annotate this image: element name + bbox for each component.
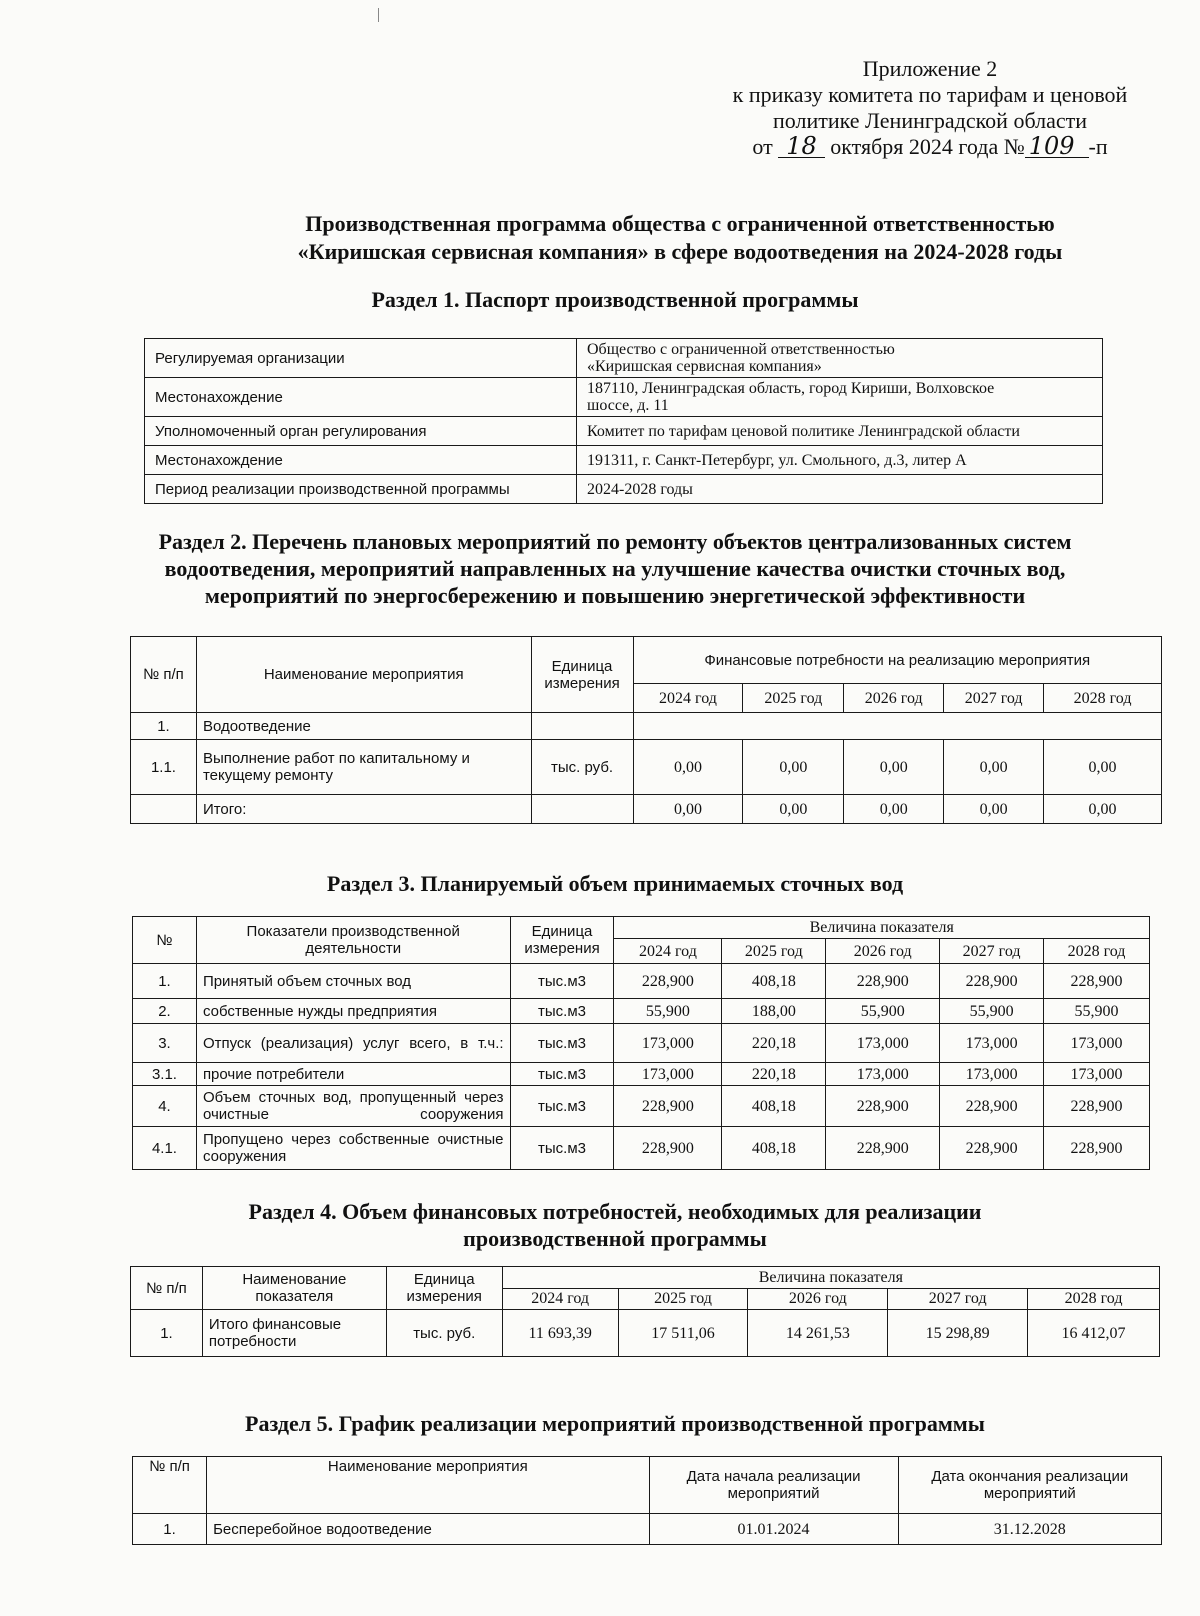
- table-row: [131, 740, 1162, 795]
- value-cell: 173,000: [940, 1024, 1044, 1063]
- value-cell: 17 511,06: [618, 1310, 748, 1357]
- value-cell: 173,000: [940, 1063, 1044, 1086]
- year-header: 2025 год: [722, 939, 826, 964]
- table-header-row: [133, 1457, 1162, 1514]
- total-row: [131, 795, 1162, 824]
- section2-heading-line: водоотведения, мероприятий направленных на улучшение качества очистки сточных вод,: [164, 556, 1066, 581]
- passport-label: Период реализации производственной программы: [145, 475, 577, 504]
- section3-heading: Раздел 3. Планируемый объем принимаемых сточных вод: [326, 871, 904, 896]
- annex-line1: Приложение 2: [862, 56, 998, 81]
- row-num: 3.1.: [133, 1063, 197, 1086]
- measures-table: [130, 636, 1162, 824]
- table-row: [133, 999, 1150, 1024]
- col-name: Наименование показателя: [202, 1267, 386, 1310]
- col-unit: Единица измерения: [386, 1267, 502, 1310]
- col-value: Величина показателя: [614, 917, 1150, 939]
- value-cell: 228,900: [1044, 1086, 1150, 1127]
- value-cell: 228,900: [940, 1086, 1044, 1127]
- passport-value: Комитет по тарифам ценовой политике Ленинградской области: [577, 417, 1103, 446]
- year-header: 2027 год: [944, 684, 1044, 713]
- table-row: [133, 1024, 1150, 1063]
- value-cell: 173,000: [826, 1024, 940, 1063]
- col-end: Дата окончания реализации мероприятий: [898, 1457, 1161, 1514]
- value-cell: 173,000: [1044, 1063, 1150, 1086]
- row-name: прочие потребители: [196, 1063, 510, 1086]
- passport-value: [577, 378, 1103, 417]
- passport-value-line: Общество с ограниченной ответственностью: [587, 341, 895, 358]
- passport-value-line: «Киришская сервисная компания»: [587, 358, 822, 375]
- col-name: Наименование мероприятия: [207, 1457, 649, 1514]
- passport-row: [145, 446, 1103, 475]
- col-unit: Единица измерения: [510, 917, 614, 964]
- table-row: [133, 964, 1150, 999]
- empty-cell: [131, 795, 197, 824]
- col-num: № п/п: [131, 1267, 203, 1310]
- passport-row: [145, 417, 1103, 446]
- row-name: собственные нужды предприятия: [196, 999, 510, 1024]
- section1-heading: Раздел 1. Паспорт производственной программы: [371, 287, 859, 312]
- row-name: Отпуск (реализация) услуг всего, в т.ч.:: [196, 1024, 510, 1063]
- row-unit: тыс. руб.: [531, 740, 633, 795]
- passport-row: [145, 339, 1103, 378]
- passport-label: Регулируемая организации: [145, 339, 577, 378]
- value-cell: 228,900: [614, 1127, 722, 1170]
- passport-row: [145, 475, 1103, 504]
- title-line2: «Киришская сервисная компания» в сфере водоотведения на 2024-2028 годы: [297, 239, 1063, 264]
- value-cell: 228,900: [940, 964, 1044, 999]
- total-value: 0,00: [743, 795, 844, 824]
- value-cell: 220,18: [722, 1024, 826, 1063]
- row-name: Бесперебойное водоотведение: [207, 1514, 649, 1545]
- annex-line2: к приказу комитета по тарифам и ценовой: [732, 82, 1128, 107]
- section4-heading-line: Раздел 4. Объем финансовых потребностей, необходимых для реализации: [248, 1199, 982, 1224]
- value-cell: 173,000: [826, 1063, 940, 1086]
- row-num: 1.: [133, 964, 197, 999]
- row-num: 1.: [131, 713, 197, 740]
- row-name: Выполнение работ по капитальному и текущему ремонту: [196, 740, 531, 795]
- year-header: 2028 год: [1044, 684, 1162, 713]
- annex-line3: политике Ленинградской области: [772, 108, 1087, 133]
- section2-heading: [60, 528, 1170, 609]
- row-unit: тыс.м3: [510, 964, 614, 999]
- row-num: 2.: [133, 999, 197, 1024]
- value-cell: 408,18: [722, 1086, 826, 1127]
- row-unit: тыс.м3: [510, 1127, 614, 1170]
- total-value: 0,00: [1044, 795, 1162, 824]
- value-cell: 173,000: [614, 1063, 722, 1086]
- value-cell: 228,900: [940, 1127, 1044, 1170]
- empty-cell: [633, 713, 1161, 740]
- col-num: №: [133, 917, 197, 964]
- row-unit: тыс.м3: [510, 1024, 614, 1063]
- value-cell: 228,900: [826, 1127, 940, 1170]
- value-cell: 228,900: [1044, 1127, 1150, 1170]
- annex-day-handwritten: 18: [778, 135, 825, 158]
- col-num: № п/п: [131, 637, 197, 713]
- year-header: 2025 год: [618, 1288, 748, 1310]
- col-unit: Единица измерения: [531, 637, 633, 713]
- value-cell: 408,18: [722, 1127, 826, 1170]
- value-cell: 228,900: [1044, 964, 1150, 999]
- annex-suffix: -п: [1088, 134, 1108, 159]
- table-row: [133, 1063, 1150, 1086]
- empty-cell: [531, 795, 633, 824]
- row-unit: тыс. руб.: [386, 1310, 502, 1357]
- row-unit: тыс.м3: [510, 1086, 614, 1127]
- row-name: Пропущено через собственные очистные сооружения: [196, 1127, 510, 1170]
- table-row: [131, 1310, 1160, 1357]
- section4-heading: [60, 1198, 1170, 1252]
- annex-date-prefix: от: [752, 134, 773, 159]
- row-num: 1.: [133, 1514, 207, 1545]
- col-name: Наименование мероприятия: [196, 637, 531, 713]
- year-header: 2024 год: [502, 1288, 618, 1310]
- total-value: 0,00: [633, 795, 743, 824]
- annex-date-mid: октября 2024 года №: [830, 134, 1025, 159]
- year-header: 2024 год: [633, 684, 743, 713]
- schedule-table: [132, 1456, 1162, 1545]
- year-header: 2028 год: [1044, 939, 1150, 964]
- total-value: 0,00: [844, 795, 944, 824]
- row-unit: тыс.м3: [510, 999, 614, 1024]
- col-fin: Финансовые потребности на реализацию мероприятия: [633, 637, 1161, 684]
- table-row: [133, 1127, 1150, 1170]
- section4-heading-line: производственной программы: [463, 1226, 767, 1251]
- value-cell: 188,00: [722, 999, 826, 1024]
- value-cell: 173,000: [1044, 1024, 1150, 1063]
- value-cell: 14 261,53: [748, 1310, 888, 1357]
- table-row: [131, 713, 1162, 740]
- passport-label: Местонахождение: [145, 378, 577, 417]
- value-cell: 55,900: [1044, 999, 1150, 1024]
- document-title: [220, 210, 1140, 266]
- table-row: [133, 1086, 1150, 1127]
- table-header-row: [131, 637, 1162, 684]
- year-header: 2026 год: [748, 1288, 888, 1310]
- row-num: 4.: [133, 1086, 197, 1127]
- value-cell: 228,900: [826, 964, 940, 999]
- row-name: Объем сточных вод, пропущенный через очистные сооружения: [196, 1086, 510, 1127]
- passport-value: [577, 339, 1103, 378]
- col-name: Показатели производственной деятельности: [196, 917, 510, 964]
- value-cell: 228,900: [614, 1086, 722, 1127]
- value-cell: 0,00: [633, 740, 743, 795]
- annex-number-handwritten: 109: [1025, 135, 1089, 158]
- section2-heading-line: Раздел 2. Перечень плановых мероприятий по ремонту объектов централизованных систем: [158, 529, 1072, 554]
- title-line1: Производственная программа общества с ограниченной ответственностью: [305, 211, 1055, 236]
- year-header: 2025 год: [743, 684, 844, 713]
- value-cell: 16 412,07: [1028, 1310, 1160, 1357]
- passport-row: [145, 378, 1103, 417]
- value-cell: 0,00: [944, 740, 1044, 795]
- annex-header: [690, 56, 1170, 160]
- scan-mark: [378, 8, 379, 22]
- row-num: 1.: [131, 1310, 203, 1357]
- end-date: 31.12.2028: [898, 1514, 1161, 1545]
- value-cell: 0,00: [844, 740, 944, 795]
- table-header-row: [131, 1267, 1160, 1289]
- row-name: Принятый объем сточных вод: [196, 964, 510, 999]
- value-cell: 228,900: [614, 964, 722, 999]
- value-cell: 15 298,89: [888, 1310, 1028, 1357]
- value-cell: 228,900: [826, 1086, 940, 1127]
- passport-value-line: 187110, Ленинградская область, город Кириши, Волховское: [587, 380, 995, 397]
- value-cell: 0,00: [1044, 740, 1162, 795]
- row-unit: тыс.м3: [510, 1063, 614, 1086]
- col-num: № п/п: [133, 1457, 207, 1514]
- volume-table: [132, 916, 1150, 1170]
- row-num: 4.1.: [133, 1127, 197, 1170]
- passport-label: Местонахождение: [145, 446, 577, 475]
- year-header: 2026 год: [844, 684, 944, 713]
- value-cell: 408,18: [722, 964, 826, 999]
- col-start: Дата начала реализации мероприятий: [649, 1457, 898, 1514]
- row-num: 1.1.: [131, 740, 197, 795]
- passport-value: 191311, г. Санкт-Петербург, ул. Смольного, д.3, литер А: [577, 446, 1103, 475]
- start-date: 01.01.2024: [649, 1514, 898, 1545]
- table-header-row: [133, 917, 1150, 939]
- row-name: Итого финансовые потребности: [202, 1310, 386, 1357]
- value-cell: 11 693,39: [502, 1310, 618, 1357]
- financial-needs-table: [130, 1266, 1160, 1357]
- value-cell: 220,18: [722, 1063, 826, 1086]
- value-cell: 0,00: [743, 740, 844, 795]
- passport-value: 2024-2028 годы: [577, 475, 1103, 504]
- year-header: 2024 год: [614, 939, 722, 964]
- passport-table: [144, 338, 1103, 504]
- passport-value-line: шоссе, д. 11: [587, 397, 669, 414]
- col-value: Величина показателя: [502, 1267, 1159, 1289]
- section2-heading-line: мероприятий по энергосбережению и повышению энергетической эффективности: [204, 583, 1026, 608]
- total-label: Итого:: [196, 795, 531, 824]
- value-cell: 55,900: [826, 999, 940, 1024]
- table-row: [133, 1514, 1162, 1545]
- section5-heading: Раздел 5. График реализации мероприятий производственной программы: [245, 1411, 985, 1436]
- row-name: Водоотведение: [196, 713, 531, 740]
- year-header: 2026 год: [826, 939, 940, 964]
- value-cell: 173,000: [614, 1024, 722, 1063]
- value-cell: 55,900: [614, 999, 722, 1024]
- value-cell: 55,900: [940, 999, 1044, 1024]
- annex-date-line: [690, 134, 1170, 160]
- year-header: 2027 год: [940, 939, 1044, 964]
- year-header: 2027 год: [888, 1288, 1028, 1310]
- empty-cell: [531, 713, 633, 740]
- passport-label: Уполномоченный орган регулирования: [145, 417, 577, 446]
- row-num: 3.: [133, 1024, 197, 1063]
- total-value: 0,00: [944, 795, 1044, 824]
- year-header: 2028 год: [1028, 1288, 1160, 1310]
